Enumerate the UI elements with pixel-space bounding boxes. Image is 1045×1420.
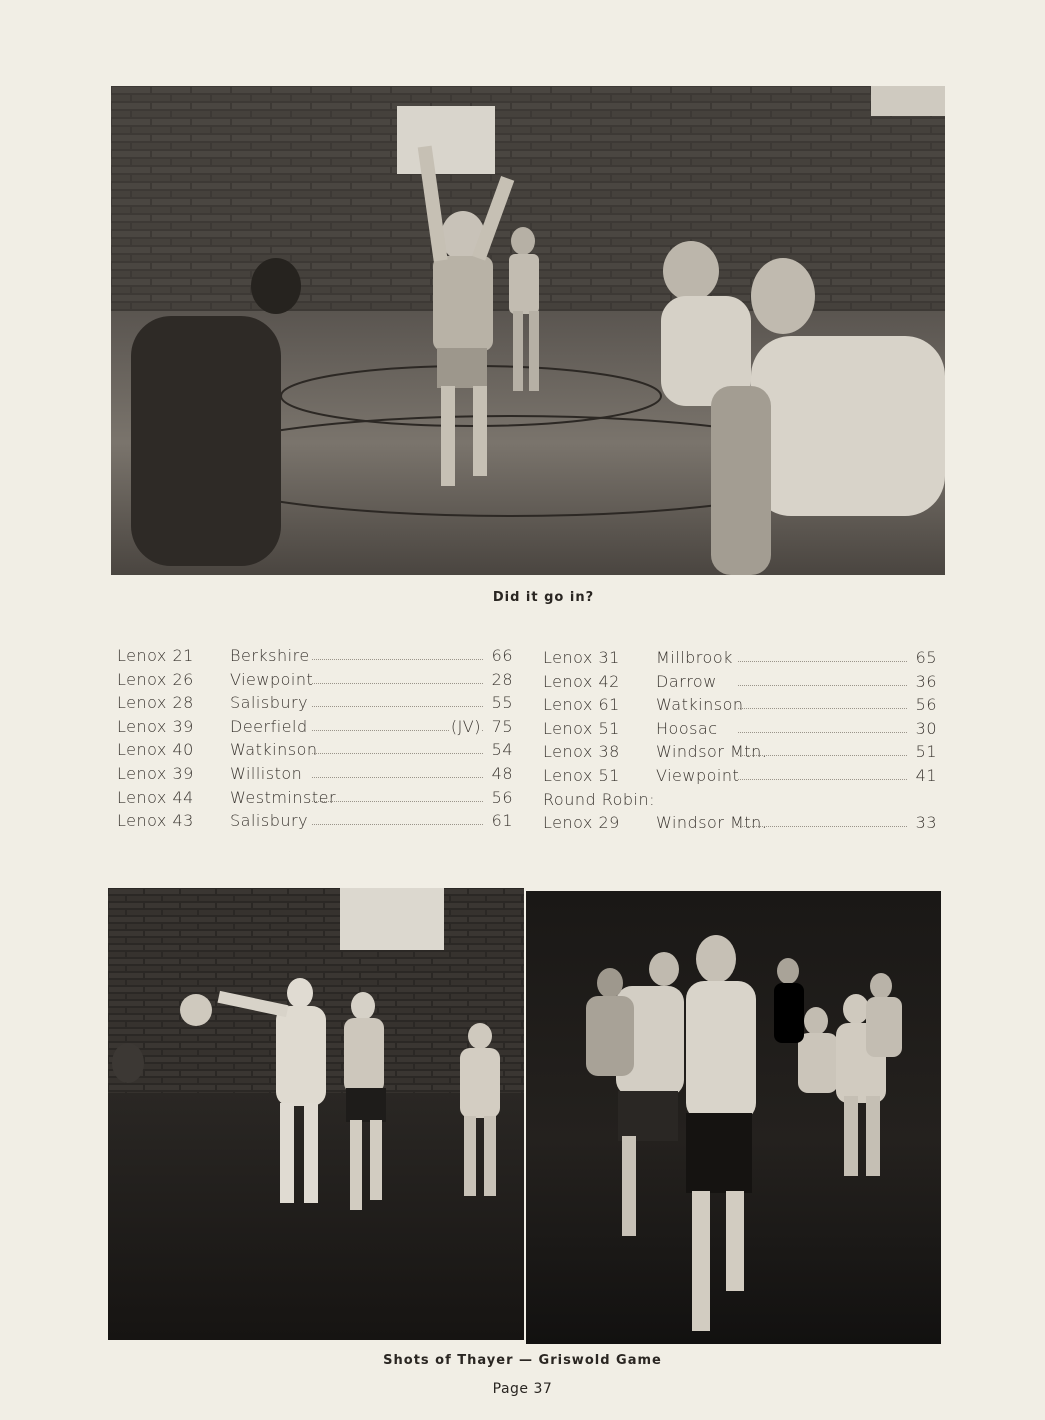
photo-game-action-left-image	[108, 888, 524, 1340]
result-score: 66	[491, 646, 513, 665]
result-row	[543, 740, 937, 764]
leader-dots	[312, 777, 483, 778]
result-row	[543, 670, 937, 694]
result-team: Lenox 40	[117, 740, 194, 760]
result-row	[543, 646, 937, 670]
leader-dots	[312, 683, 483, 684]
result-team: Lenox 51	[543, 718, 620, 738]
result-row	[117, 668, 513, 692]
result-score: 56	[915, 695, 937, 715]
result-opponent: Hoosac	[656, 718, 718, 738]
photo-free-throw-image	[111, 86, 945, 575]
result-opponent: Salisbury	[230, 693, 309, 713]
result-opponent: Watkinson	[656, 695, 744, 715]
leader-dots	[312, 824, 483, 825]
result-score: 56	[491, 787, 513, 807]
result-score: 61	[491, 811, 513, 831]
result-opponent: Windsor Mtn.	[656, 742, 768, 762]
result-score: 65	[915, 648, 937, 667]
leader-dots	[312, 753, 483, 754]
result-team: Lenox 39	[117, 763, 194, 783]
result-opponent: Salisbury	[230, 811, 309, 831]
result-opponent: Viewpoint	[656, 765, 740, 785]
leader-dots	[312, 659, 483, 660]
result-row	[543, 764, 937, 788]
result-team: Lenox 51	[543, 765, 620, 785]
result-score: 41	[915, 765, 937, 785]
caption-bottom: Shots of Thayer — Griswold Game	[383, 1353, 662, 1368]
result-team: Lenox 61	[543, 695, 620, 715]
result-row	[117, 644, 513, 668]
result-opponent: Millbrook	[656, 648, 733, 667]
leader-dots	[738, 708, 907, 709]
photo-game-action-right-image	[526, 891, 941, 1344]
result-row	[543, 693, 937, 717]
result-opponent: Watkinson	[230, 740, 318, 760]
leader-dots	[312, 706, 483, 707]
result-opponent: Windsor Mtn.	[656, 813, 768, 833]
result-team: Lenox 42	[543, 671, 620, 691]
result-row	[117, 738, 513, 762]
result-score: 33	[915, 813, 937, 833]
result-opponent: Berkshire	[230, 646, 310, 665]
leader-dots	[312, 801, 483, 802]
result-opponent: Viewpoint	[230, 669, 314, 689]
leader-dots	[738, 779, 907, 780]
leader-dots	[738, 661, 907, 662]
result-team: Lenox 43	[117, 811, 194, 831]
result-team: Lenox 29	[543, 813, 620, 833]
result-score: 54	[491, 740, 513, 760]
results-list-right	[543, 646, 937, 835]
leader-dots	[738, 732, 907, 733]
result-opponent: Darrow	[656, 671, 717, 691]
result-row	[117, 691, 513, 715]
result-team: Lenox 21	[117, 646, 194, 665]
photo-game-action-left	[108, 888, 524, 1340]
result-row	[117, 762, 513, 786]
result-row	[117, 715, 513, 739]
result-opponent: Deerfield	[230, 716, 308, 736]
result-team: Lenox 26	[117, 669, 194, 689]
result-team: Lenox 28	[117, 693, 194, 713]
result-note: (JV)	[449, 715, 481, 739]
caption-top: Did it go in?	[492, 590, 595, 605]
photo-game-action-right	[526, 891, 941, 1344]
photo-free-throw	[111, 86, 945, 575]
result-team: Lenox 39	[117, 716, 194, 736]
result-team: Lenox 31	[543, 648, 620, 667]
result-score: 55	[491, 693, 513, 713]
result-row	[543, 717, 937, 741]
result-score: 48	[491, 763, 513, 783]
result-team: Lenox 44	[117, 787, 194, 807]
result-row	[543, 811, 937, 835]
result-opponent: Westminster	[230, 787, 337, 807]
result-score: 51	[915, 742, 937, 762]
result-score: 28	[491, 669, 513, 689]
leader-dots	[738, 685, 907, 686]
page-number: Page 37	[492, 1381, 553, 1397]
result-row	[117, 786, 513, 810]
result-team: Lenox 38	[543, 742, 620, 762]
result-score: 30	[915, 718, 937, 738]
result-row	[117, 809, 513, 833]
result-opponent: Williston	[230, 763, 303, 783]
result-score: 36	[915, 671, 937, 691]
round-robin-label: Round Robin:	[543, 789, 656, 809]
round-robin-heading	[543, 788, 937, 812]
result-score: 75	[491, 716, 513, 736]
results-list-left	[117, 644, 513, 833]
